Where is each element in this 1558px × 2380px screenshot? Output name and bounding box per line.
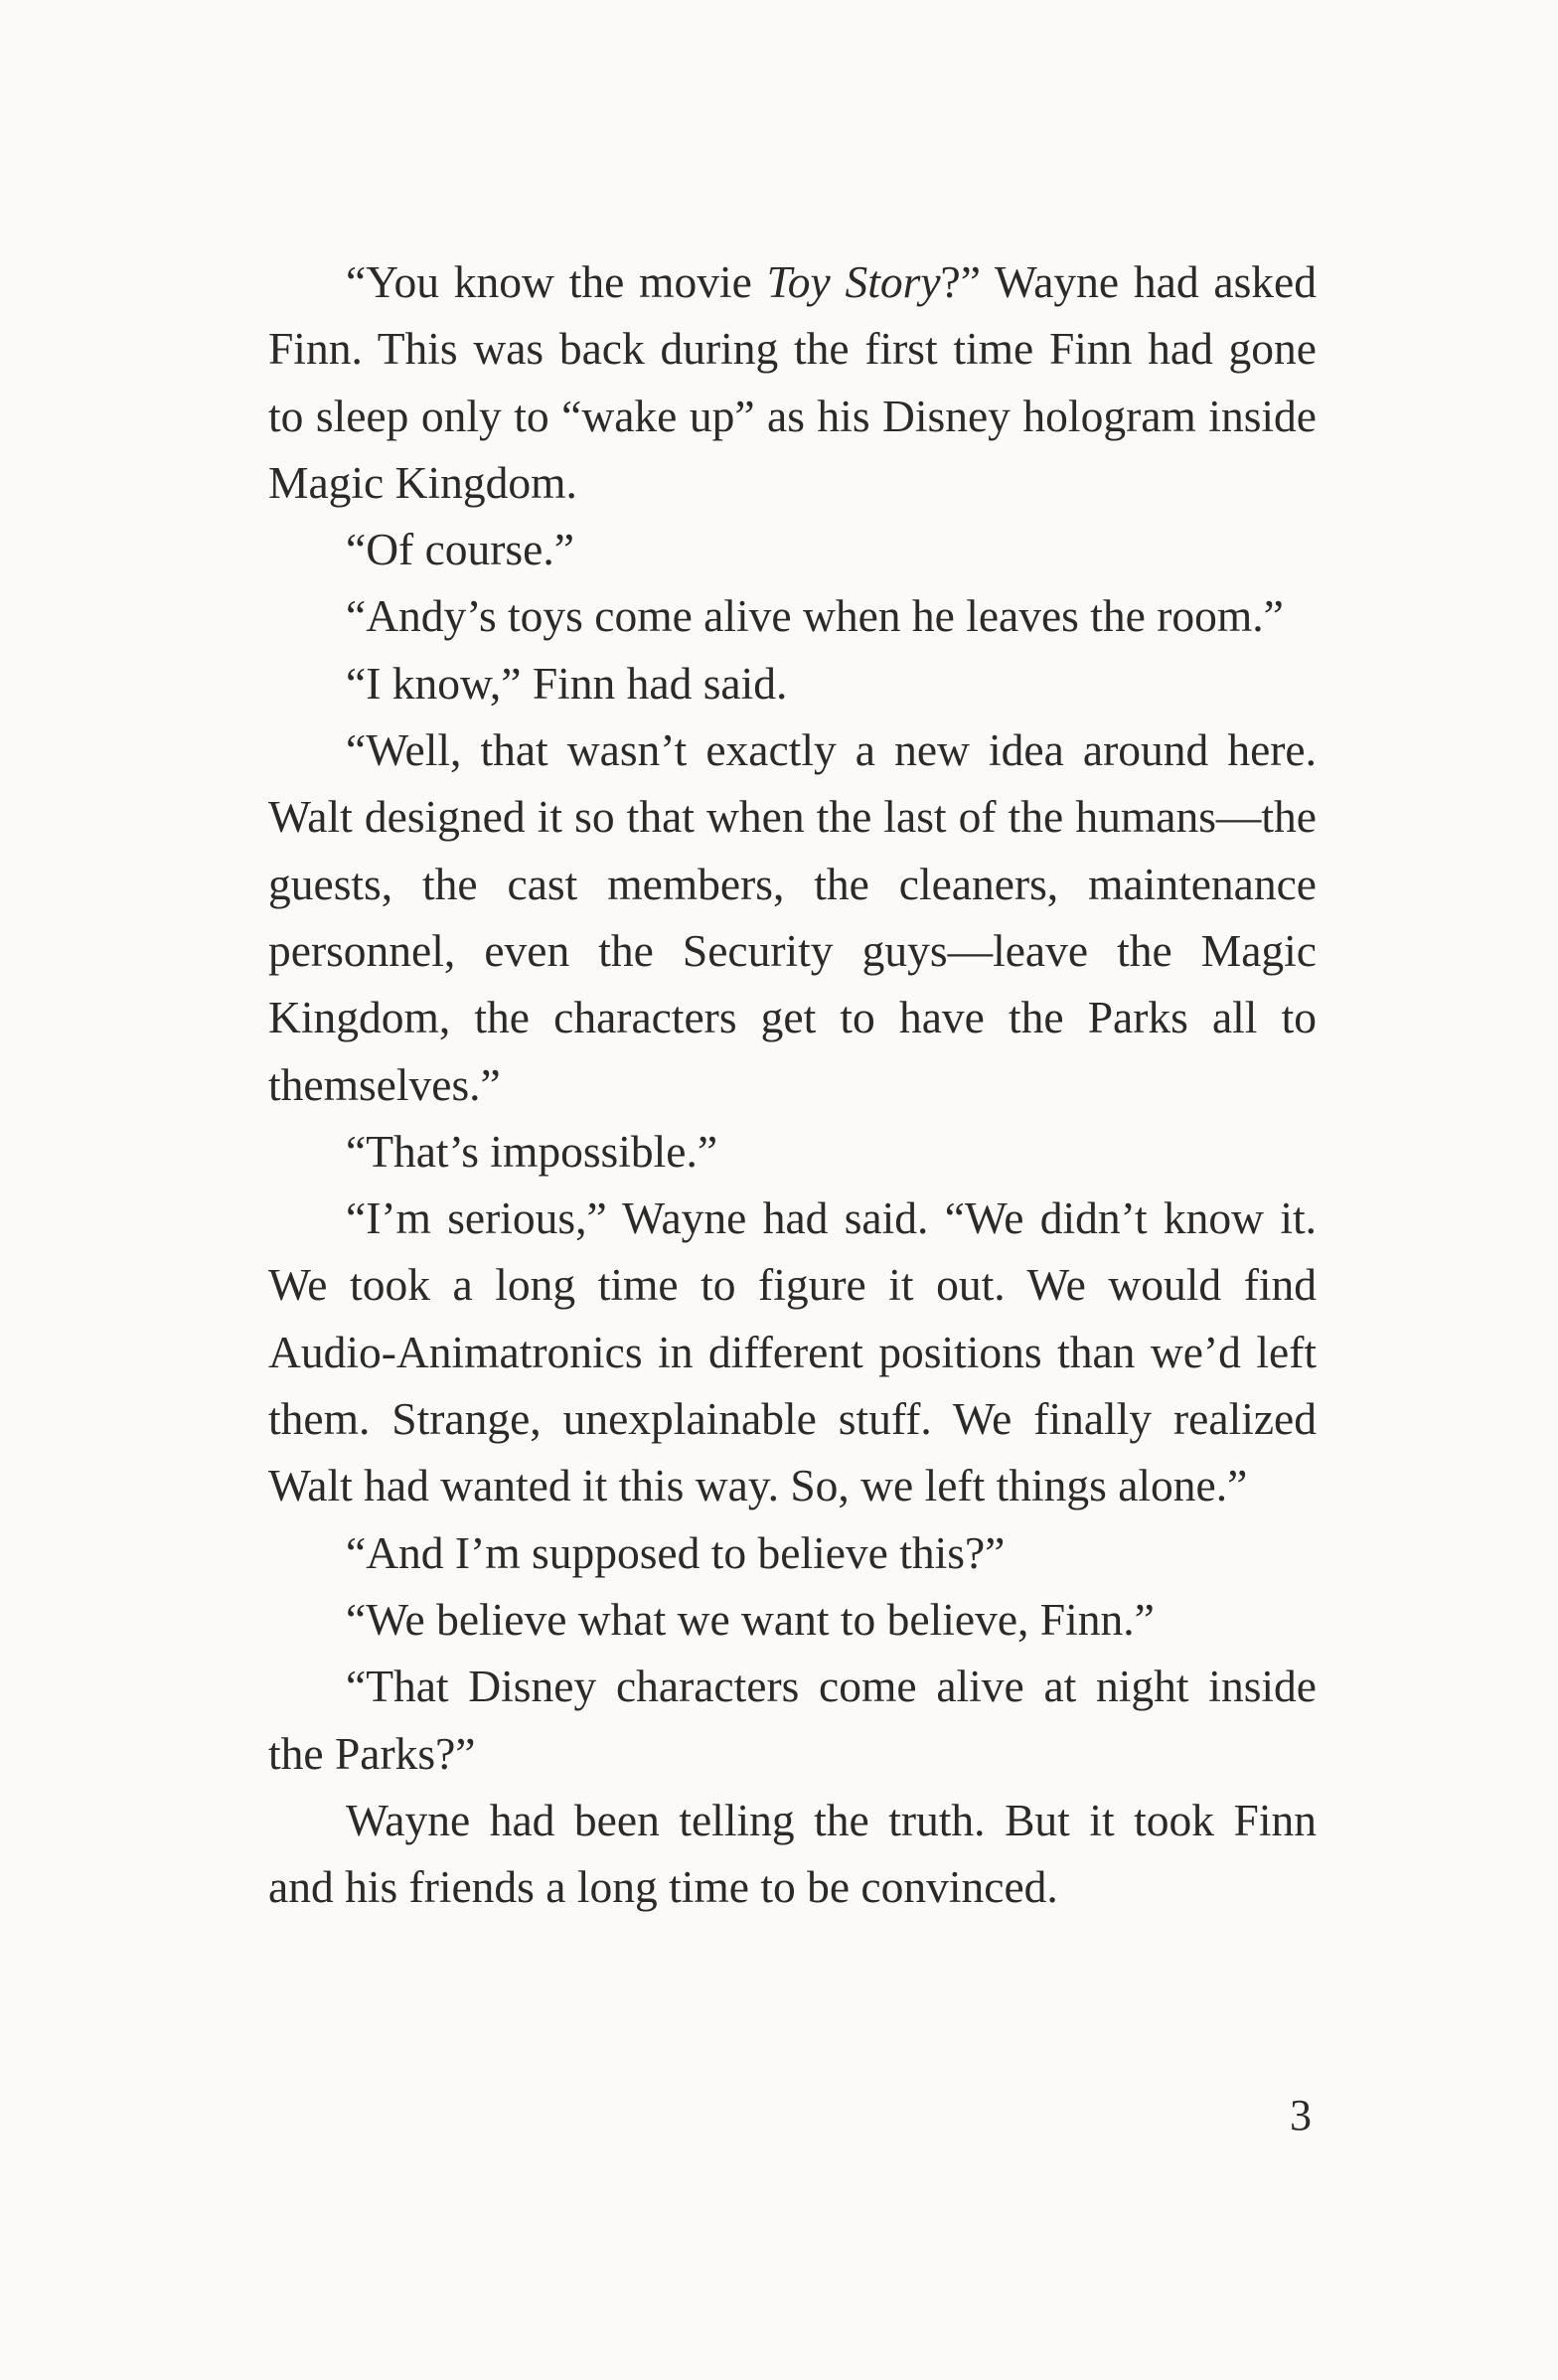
paragraph-1 [268,248,1317,516]
paragraph-7: “I’m serious,” Wayne had said. “We didn’t know it. We took a long time to figure it out. We would find Audio-Animatronics in different positions than we’d left them. Strange, unexplainable stuff. We finally realized Walt had wanted it this way. So, we left things alone.” [268,1192,1317,1511]
paragraph-11: Wayne had been telling the truth. But it took Finn and his friends a long time to be convinced. [268,1794,1317,1913]
paragraph-4: “I know,” Finn had said. [346,657,788,709]
paragraph-3: “Andy’s toys come alive when he leaves the room.” [346,590,1284,642]
movie-title: Toy Story [766,256,941,307]
paragraph-5: “Well, that wasn’t exactly a new idea around here. Walt designed it so that when the last of the humans—the guests, the cast members, the cleaners, maintenance personnel, even the Security guys—leave the Magic Kingdom, the characters get to have the Parks all to themselves.” [268,724,1317,1110]
body-text [268,248,1317,1920]
paragraph-8: “And I’m supposed to believe this?” [346,1526,1006,1578]
paragraph-1-lead: “You know the movie [346,256,767,307]
paragraph-2: “Of course.” [346,524,574,575]
paragraph-9: “We believe what we want to believe, Finn.” [346,1593,1155,1645]
page-number: 3 [1290,2091,1312,2140]
paragraph-6: “That’s impossible.” [346,1125,718,1177]
paragraph-10: “That Disney characters come alive at night inside the Parks?” [268,1661,1317,1779]
paragraph-1-rest: ?” Wayne had asked Finn. This was back during the first time Finn had gone to sleep only to “wake up” as his Disney hologram inside Magic Kingdom. [268,256,1317,508]
